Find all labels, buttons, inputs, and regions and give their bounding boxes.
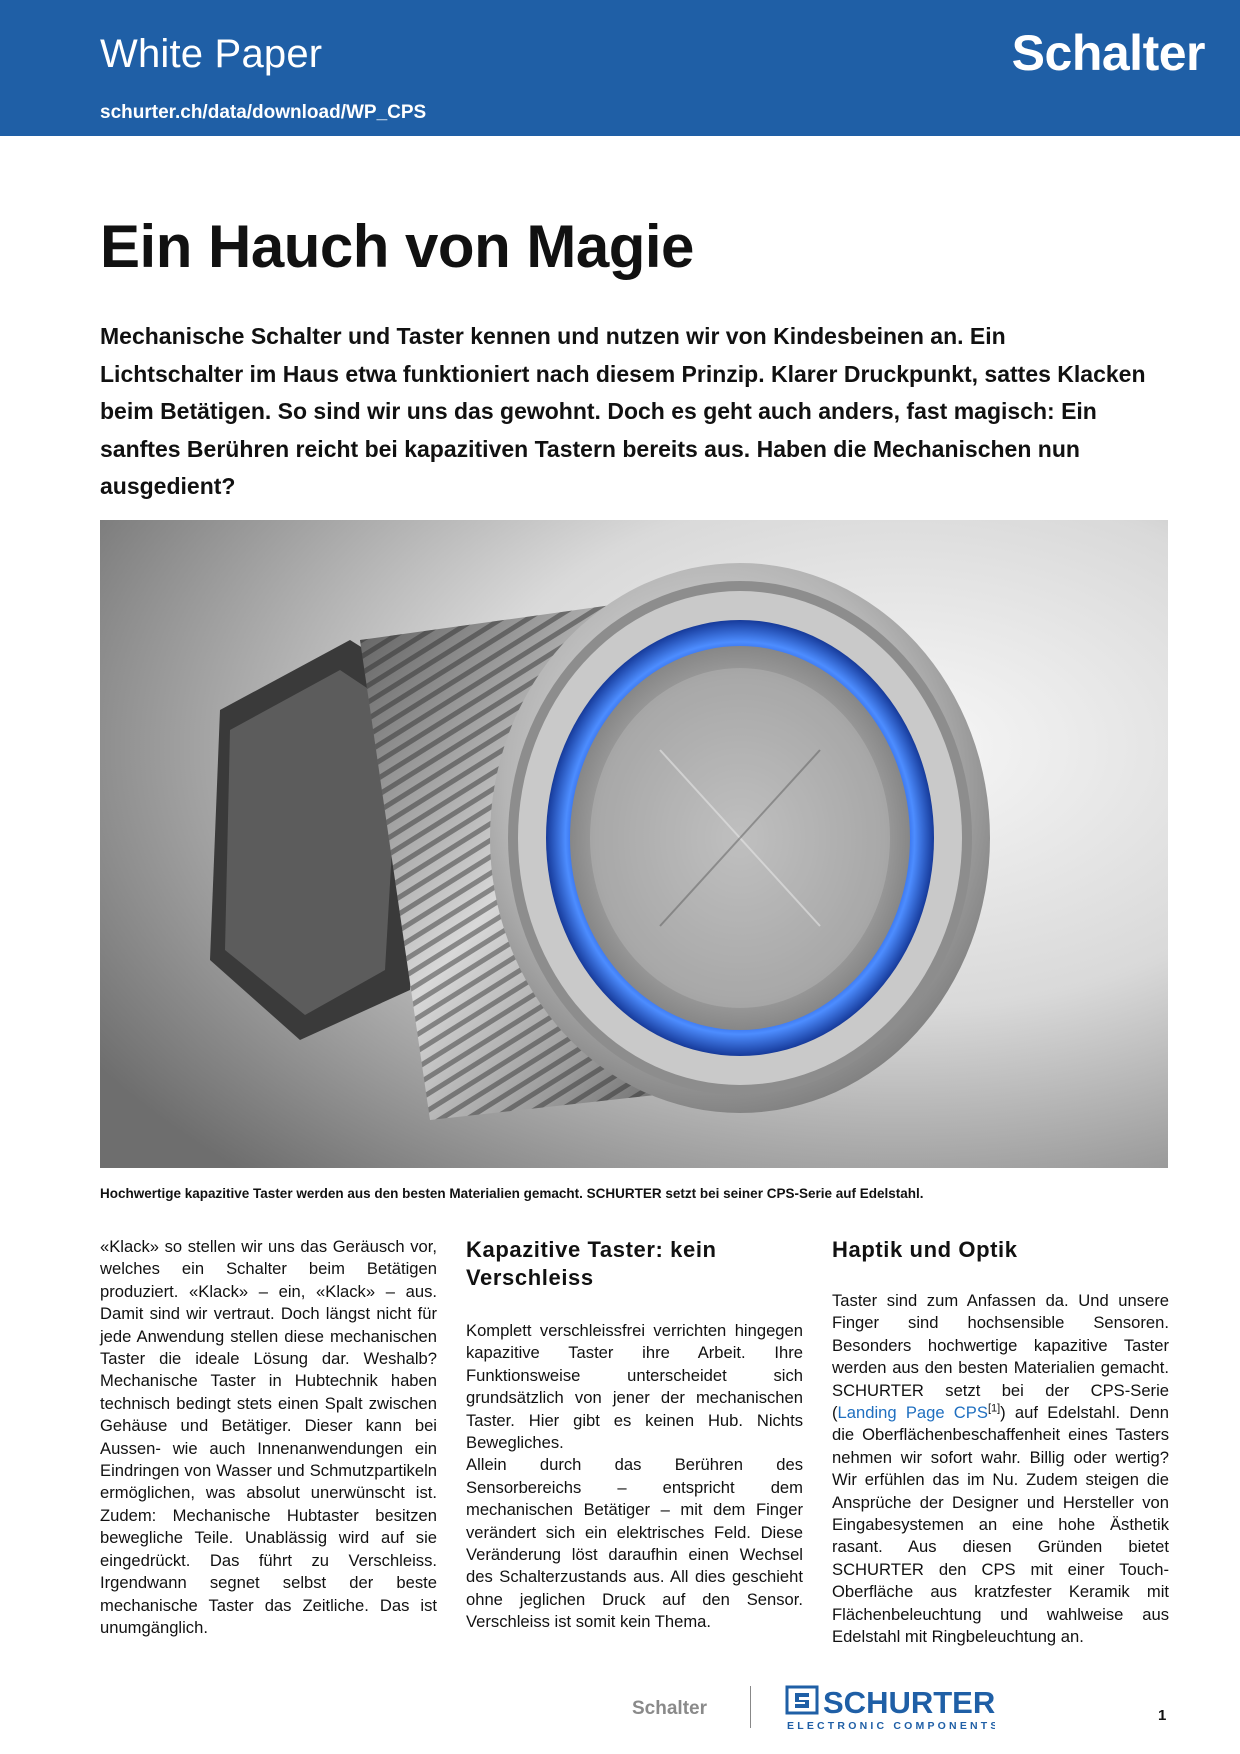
capacitive-switch-photo (100, 520, 1168, 1168)
footer-category: Schalter (632, 1698, 707, 1719)
footer-divider (750, 1686, 751, 1728)
page-title: Ein Hauch von Magie (100, 213, 694, 280)
column-2 (466, 1236, 803, 1634)
paragraph-haptik-part-a: Taster sind zum Anfassen da. Und unsere Finger sind hochsensible Sensoren. Besonders hochwertige kapazitive Taster werden aus den besten Materialien gemacht. SCHURTER setzt bei der CPS-Serie ( (832, 1291, 1169, 1423)
logo-tagline: ELECTRONIC COMPONENTS (787, 1720, 995, 1731)
lead-paragraph: Mechanische Schalter und Taster kennen und nutzen wir von Kindesbeinen an. Ein Lichtschalter im Haus etwa funktioniert nach diesem Prinzip. Klarer Druckpunkt, sattes Klacken beim Betätigen. So sind wir uns das gewohnt. Doch es geht auch anders, fast magisch: Ein sanftes Berühren reicht bei kapazitiven Tastern bereits aus. Haben die Mechanischen nun ausgedient? (100, 323, 1146, 499)
paragraph-kapazitive-1: Komplett verschleissfrei verrichten hingegen kapazitive Taster ihre Arbeit. Ihre Funktionsweise unterscheidet sich grundsätzlich von jener der mechanischen Taster. Hier gibt es keinen Hub. Nichts Bewegliches. (466, 1321, 803, 1453)
intro-paragraph: «Klack» so stellen wir uns das Geräusch vor, welches ein Schalter beim Betätigen produziert. «Klack» – ein, «Klack» – aus. Damit sind wir vertraut. Doch längst nicht für jede Anwendung stellen diese mechanischen Taster die ideale Lösung dar. Weshalb? Mechanische Taster in Hubtechnik haben technisch bedingt stets einen Spalt zwischen Gehäuse und Betätiger. Dieser kann bei Aussen- wie auch Innenanwendungen ein Eindringen von Wasser und Schmutzpartikeln ermöglichen, was absolut unerwünscht ist. Zudem: Mechanische Hubtaster besitzen bewegliche Teile. Unablässig wird auf sie eingedrückt. Das führt zu Verschleiss. Irgendwann segnet selbst der beste mechanische Taster das Zeitliche. Das ist unumgänglich. (100, 1237, 437, 1637)
category-label: Schalter (1011, 25, 1205, 81)
download-url[interactable]: schurter.ch/data/download/WP_CPS (100, 102, 427, 123)
schurter-logo-mark (785, 1683, 995, 1731)
section-heading-haptik: Haptik und Optik (832, 1237, 1018, 1262)
paragraph-haptik-part-b: ) auf Edelstahl. Denn die Oberflächenbeschaffenheit eines Tasters nehmen wir sofort wahr. Billig oder wertig? Wir erfühlen das im Nu. Zudem steigen die Ansprüche der Designer und Hersteller von Eingabesystemen an eine hohe Ästhetik rasant. Aus diesen Gründen bietet SCHURTER den CPS mit einer Touch-Oberfläche aus kratzfester Keramik mit Flächenbeleuchtung und wahlweise aus Edelstahl mit Ringbeleuchtung an. (832, 1403, 1170, 1647)
page-number: 1 (1158, 1707, 1167, 1724)
landing-page-link[interactable]: Landing Page CPS (837, 1403, 988, 1423)
hero-image (100, 520, 1168, 1168)
paragraph-haptik (832, 1290, 1169, 1649)
schurter-logo (785, 1683, 995, 1736)
image-caption: Hochwertige kapazitive Taster werden aus den besten Materialien gemacht. SCHURTER setzt bei seiner CPS-Serie auf Edelstahl. (100, 1186, 924, 1201)
column-3 (832, 1236, 1169, 1649)
section-heading-kapazitive: Kapazitive Taster: kein Verschleiss (466, 1237, 717, 1290)
paragraph-kapazitive-2: Allein durch das Berühren des Sensorbereichs – entspricht dem mechanischen Betätiger – mit dem Finger verändert sich ein elektrisches Feld. Diese Veränderung löst daraufhin einen Wechsel des Schalterzustands aus. All dies geschieht ohne jeglichen Druck auf den Sensor. Verschleiss ist somit kein Thema. (466, 1455, 803, 1632)
document-type: White Paper (100, 32, 323, 76)
reference-marker: [1] (987, 1402, 1001, 1415)
header-band (0, 0, 1240, 136)
column-1 (100, 1236, 437, 1639)
logo-wordmark: SCHURTER (823, 1685, 995, 1720)
